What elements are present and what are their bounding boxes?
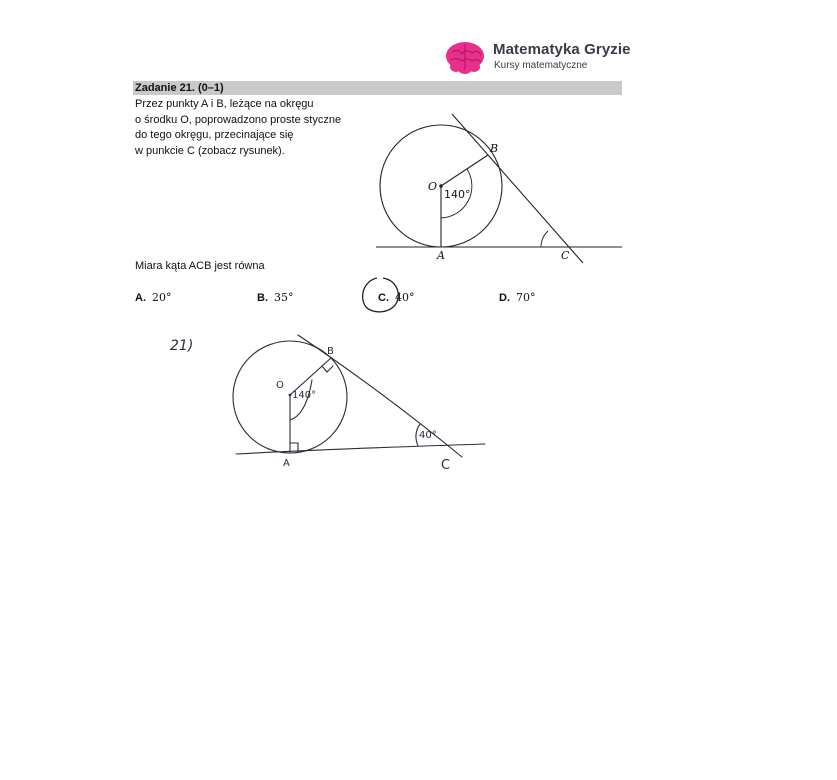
label-A: A [437, 249, 445, 262]
option-value: 35° [274, 291, 294, 304]
question-text: Miara kąta ACB jest równa [135, 260, 265, 272]
brand-subtitle: Kursy matematyczne [494, 60, 588, 71]
handwritten-label-A: A [283, 458, 290, 469]
option-letter: C. [378, 292, 389, 304]
task-line: Przez punkty A i B, leżące na okręgu [135, 98, 314, 110]
option-value: 40° [395, 291, 415, 304]
angle-label-140: 140° [444, 188, 471, 201]
handwritten-label-B: B [327, 346, 334, 357]
label-O: O [428, 180, 438, 193]
handwritten-label-C: C [441, 458, 451, 473]
option-letter: B. [257, 292, 268, 304]
task-line: w punkcie C (zobacz rysunek). [135, 144, 285, 157]
option-letter: D. [499, 292, 510, 304]
task-title: Zadanie 21. (0–1) [135, 82, 224, 94]
option-value: 20° [152, 291, 172, 304]
option-letter: A. [135, 292, 146, 304]
task-line: o środku O, poprowadzono proste styczne [135, 113, 342, 126]
handwritten-task-number: 21) [170, 338, 194, 354]
handwritten-label-O: O [276, 380, 284, 391]
handwritten-angle-40: 40° [419, 430, 437, 441]
option-value: 70° [516, 291, 536, 304]
task-line: do tego okręgu, przecinające się [135, 129, 294, 141]
right-angle-mark-B [322, 366, 333, 372]
label-B: B [490, 142, 499, 155]
handwritten-angle-140: 140° [292, 390, 317, 401]
label-C: C [561, 249, 570, 262]
handwritten-slant-line [298, 335, 462, 457]
brand-name: Matematyka Gryzie [493, 41, 631, 58]
